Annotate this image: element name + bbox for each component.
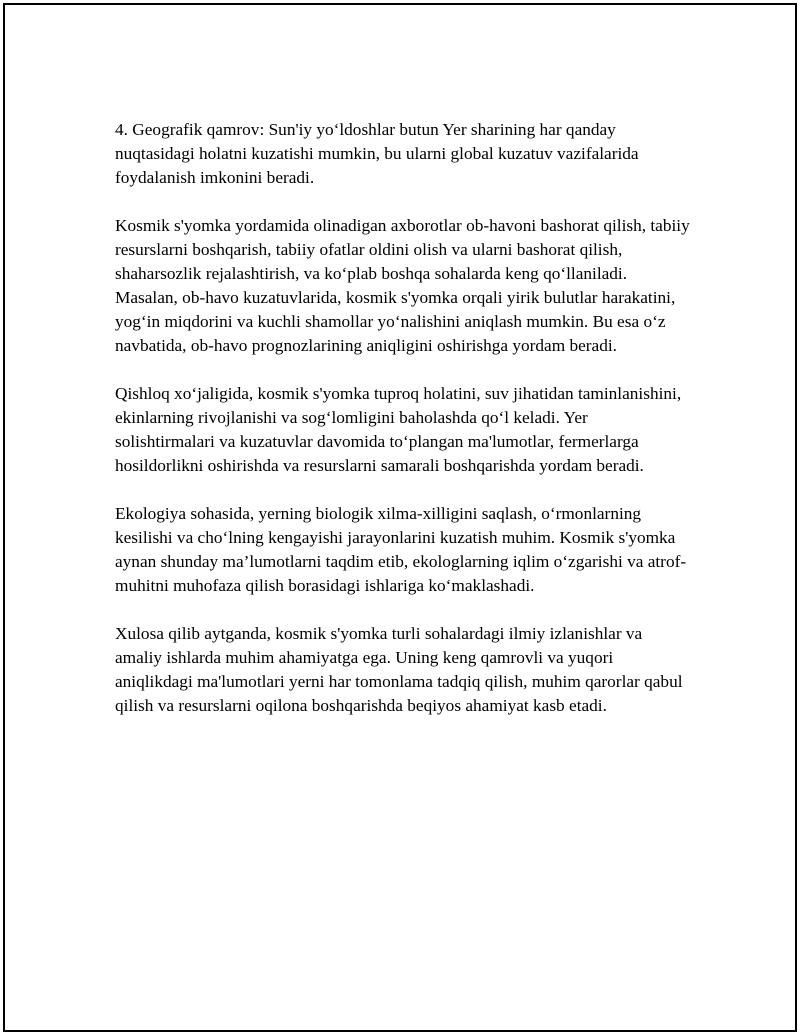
paragraph-applications: Kosmik s'yomka yordamida olinadigan axborotlar ob-havoni bashorat qilish, tabiiy resurslarni boshqarish, tabiiy ofatlar oldini olish va ularni bashorat qilish, shaharsozlik rejalashtirish, va ko‘plab boshqa sohalarda keng qo‘llaniladi. Masalan, ob-havo kuzatuvlarida, kosmik s'yomka orqali yirik bulutlar harakatini, yog‘in miqdorini va kuchli shamollar yo‘nalishini aniqlash mumkin. Bu esa o‘z navbatida, ob-havo prognozlarining aniqligini oshirishga yordam beradi. [115,216,690,355]
paragraph-geographic-coverage: 4. Geografik qamrov: Sun'iy yo‘ldoshlar butun Yer sharining har qanday nuqtasidagi holatni kuzatishi mumkin, bu ularni global kuzatuv vazifalarida foydalanish imkonini beradi. [115,120,639,187]
paragraph-ecology: Ekologiya sohasida, yerning biologik xilma-xilligini saqlash, o‘rmonlarning kesilishi va cho‘lning kengayishi jarayonlarini kuzatish muhim. Kosmik s'yomka aynan shunday ma’lumotlarni taqdim etib, ekologlarning iqlim o‘zgarishi va atrof-muhitni muhofaza qilish borasidagi ishlariga ko‘maklashadi. [115,504,687,595]
document-body [115,118,690,742]
paragraph-agriculture: Qishloq xo‘jaligida, kosmik s'yomka tuproq holatini, suv jihatidan taminlanishini, ekinlarning rivojlanishi va sog‘lomligini baholashda qo‘l keladi. Yer solishtirmalari va kuzatuvlar davomida to‘plangan ma'lumotlar, fermerlarga hosildorlikni oshirishda va resurslarni samarali boshqarishda yordam beradi. [115,384,682,475]
paragraph-conclusion: Xulosa qilib aytganda, kosmik s'yomka turli sohalardagi ilmiy izlanishlar va amaliy ishlarda muhim ahamiyatga ega. Uning keng qamrovli va yuqori aniqlikdagi ma'lumotlari yerni har tomonlama tadqiq qilish, muhim qarorlar qabul qilish va resurslarni oqilona boshqarishda beqiyos ahamiyat kasb etadi. [115,624,683,715]
